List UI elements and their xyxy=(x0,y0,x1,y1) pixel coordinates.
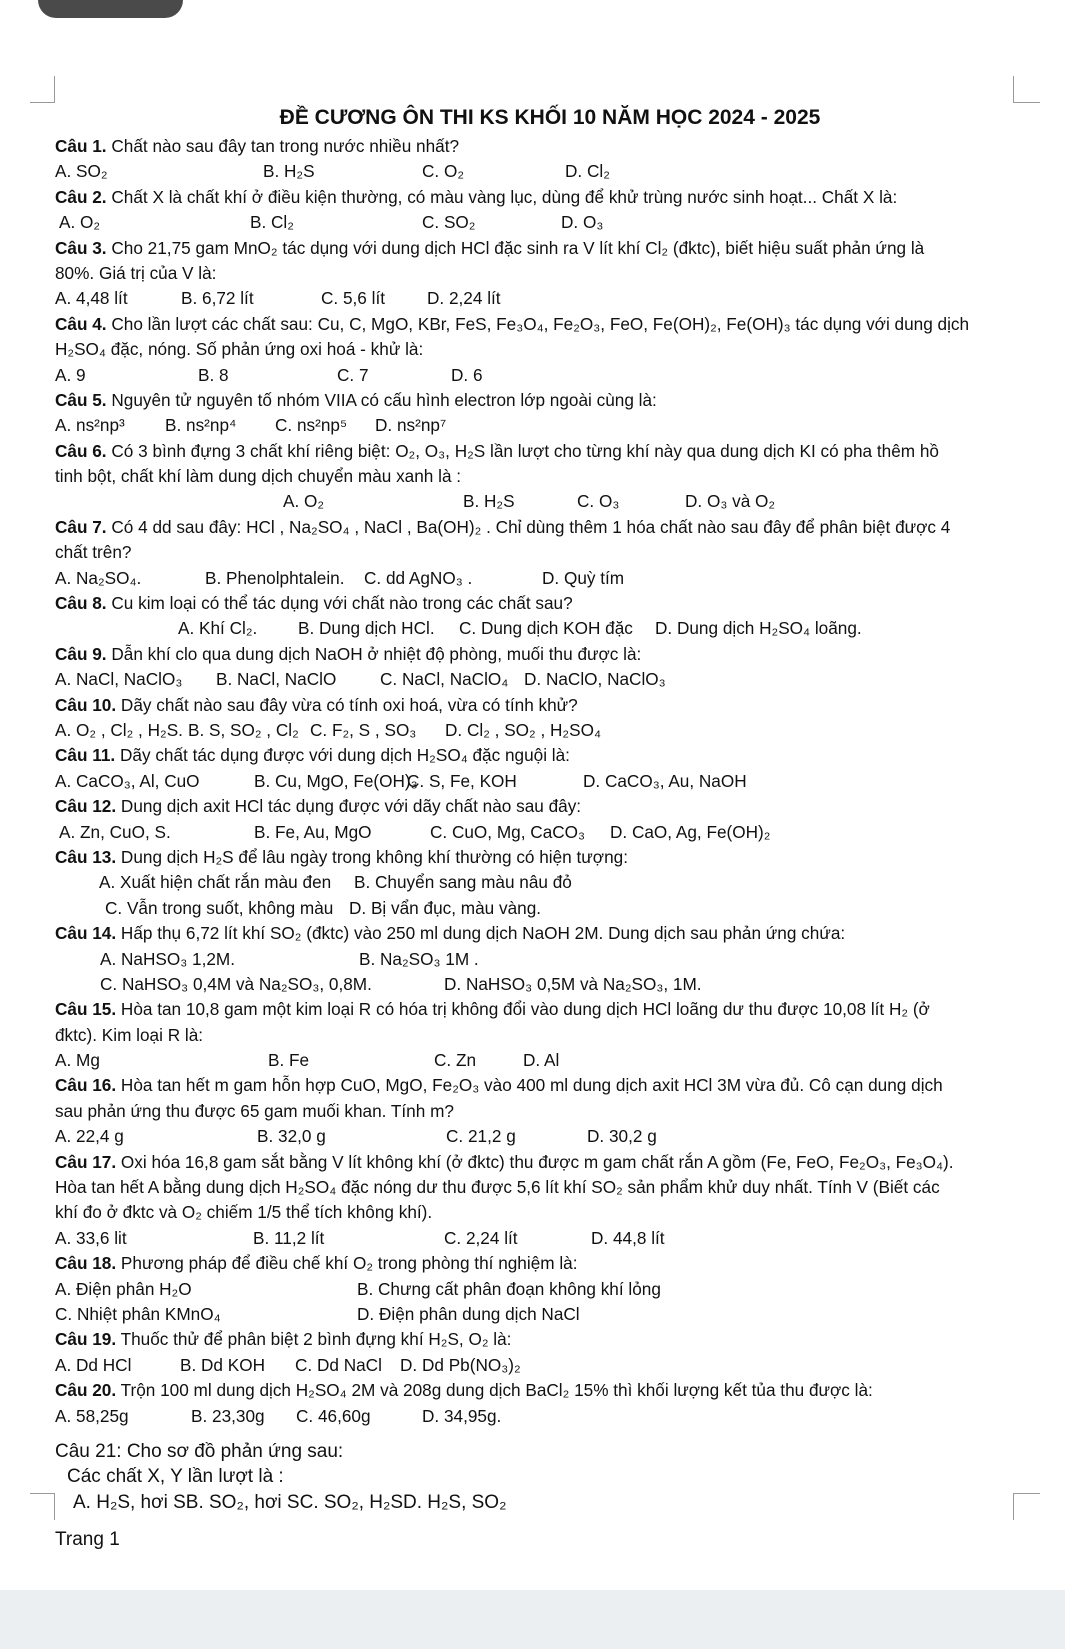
option-d: D. H₂S, SO₂ xyxy=(403,1491,507,1513)
question-21-cont: Các chất X, Y lần lượt là : xyxy=(67,1466,284,1488)
question-7-cont: chất trên? xyxy=(55,542,132,563)
option-c: C. 7 xyxy=(337,364,369,385)
options-13a xyxy=(55,870,1017,895)
option-a: A. 4,48 lít xyxy=(55,288,128,309)
option-c: C. Dd NaCl xyxy=(295,1354,382,1375)
question-label: Câu 6. xyxy=(55,440,107,461)
question-text: Cu kim loại có thể tác dụng với chất nào trong các chất sau? xyxy=(106,593,573,614)
option-b: B. Na₂SO₃ 1M . xyxy=(359,948,479,969)
question-label: Câu 7. xyxy=(55,516,107,537)
option-c: C. SO₂ xyxy=(422,212,476,233)
option-d: D. Dd Pb(NO₃)₂ xyxy=(400,1354,521,1375)
option-d: D. 6 xyxy=(451,364,483,385)
option-b: B. ns²np⁴ xyxy=(165,415,237,436)
options-17 xyxy=(55,1226,1017,1251)
question-label: Câu 4. xyxy=(55,313,107,334)
question-6 xyxy=(55,439,1017,464)
options-4 xyxy=(55,363,1017,388)
option-b: B. Dung dịch HCl. xyxy=(298,618,435,639)
options-14b xyxy=(55,972,1017,997)
option-a: A. ns²np³ xyxy=(55,415,125,436)
option-a: A. H₂S, hơi S xyxy=(73,1491,186,1513)
option-b: B. Dd KOH xyxy=(180,1354,266,1375)
question-text: Cho lần lượt các chất sau: Cu, C, MgO, KBr, FeS, Fe₃O₄, Fe₂O₃, FeO, Fe(OH)₂, Fe(OH)₃ tác dụng với dung dịch xyxy=(106,313,970,334)
question-10 xyxy=(55,693,1017,718)
question-17-cont2: khí đo ở đktc và O₂ chiếm 1/5 thể tích không khí). xyxy=(55,1202,433,1223)
question-label: Câu 20. xyxy=(55,1380,117,1401)
option-c: C. CuO, Mg, CaCO₃ xyxy=(430,821,586,842)
question-label: Câu 14. xyxy=(55,923,117,944)
options-9 xyxy=(55,667,1017,692)
options-3 xyxy=(55,286,1017,311)
options-14a xyxy=(55,947,1017,972)
option-d: D. NaHSO₃ 0,5M và Na₂SO₃, 1M. xyxy=(444,973,702,994)
option-d: D. 30,2 g xyxy=(587,1126,657,1147)
question-4 xyxy=(55,312,1017,337)
options-11 xyxy=(55,769,1017,794)
question-text: Cho 21,75 gam MnO₂ tác dụng với dung dịch HCl đặc sinh ra V lít khí Cl₂ (đktc), biết hiệu suất phản ứng là xyxy=(106,237,925,258)
option-b: B. 32,0 g xyxy=(257,1126,326,1147)
question-label: Câu 11. xyxy=(55,745,116,766)
option-a: A. Khí Cl₂. xyxy=(178,618,258,639)
question-text: Dung dịch axit HCl tác dụng được với dãy chất nào sau đây: xyxy=(116,796,582,817)
question-16-cont: sau phản ứng thu được 65 gam muối khan. Tính m? xyxy=(55,1100,454,1121)
option-c: C. O₂ xyxy=(422,161,465,182)
crop-mark-top-right xyxy=(1013,76,1040,103)
question-label: Câu 13. xyxy=(55,846,117,867)
question-19 xyxy=(55,1327,1017,1352)
page-number: Trang 1 xyxy=(55,1529,120,1551)
option-a: A. Mg xyxy=(55,1050,100,1071)
option-c: C. NaCl, NaClO₄ xyxy=(380,669,509,690)
option-d: D. CaO, Ag, Fe(OH)₂ xyxy=(610,821,771,842)
options-6 xyxy=(55,489,1017,514)
question-text: Dãy chất nào sau đây vừa có tính oxi hoá, vừa có tính khử? xyxy=(116,694,578,715)
question-17-cont1: Hòa tan hết A bằng dung dịch H₂SO₄ đặc nóng dư thu được 5,6 lít khí SO₂ sản phẩm khử duy nhất. Tính V (Biết các xyxy=(55,1177,940,1198)
option-d: D. O₃ xyxy=(561,212,604,233)
question-text: Hòa tan hết m gam hỗn hợp CuO, MgO, Fe₂O₃ vào 400 ml dung dịch axit HCl 3M vừa đủ. Cô cạn dung dịch xyxy=(116,1075,943,1096)
options-13b xyxy=(55,896,1017,921)
question-7 xyxy=(55,515,1017,540)
option-d: D. 2,24 lít xyxy=(427,288,501,309)
option-b: B. 8 xyxy=(198,364,229,385)
option-b: B. SO₂, hơi S xyxy=(185,1491,300,1513)
options-16 xyxy=(55,1124,1017,1149)
top-tab-shape xyxy=(38,0,183,18)
question-label: Câu 1. xyxy=(55,136,107,156)
option-b: B. Cu, MgO, Fe(OH)₃ xyxy=(254,770,418,791)
options-1 xyxy=(55,159,1017,184)
question-12 xyxy=(55,794,1017,819)
question-5 xyxy=(55,388,1017,413)
option-a: A. Zn, CuO, S. xyxy=(59,821,171,842)
question-14 xyxy=(55,921,1017,946)
option-d: D. 44,8 lít xyxy=(591,1227,665,1248)
option-a: A. Điện phân H₂O xyxy=(55,1278,192,1299)
option-d: D. Bị vẩn đục, màu vàng. xyxy=(349,897,542,918)
option-b: B. NaCl, NaClO xyxy=(216,669,337,690)
option-b: B. Fe xyxy=(268,1050,310,1071)
options-2 xyxy=(55,210,1017,235)
option-c: C. 5,6 lít xyxy=(321,288,385,309)
question-text: Phương pháp để điều chế khí O₂ trong phòng thí nghiệm là: xyxy=(116,1253,578,1274)
option-d: D. Dung dịch H₂SO₄ loãng. xyxy=(655,618,862,639)
options-20 xyxy=(55,1404,1017,1429)
question-13 xyxy=(55,845,1017,870)
option-b: B. Chuyển sang màu nâu đỏ xyxy=(354,872,572,893)
question-text: Chất X là chất khí ở điều kiện thường, có màu vàng lục, dùng để khử trùng nước sinh hoạt... Chất X là: xyxy=(106,186,898,207)
crop-mark-top-left xyxy=(30,76,55,103)
option-c: C. F₂, S , SO₃ xyxy=(310,719,417,740)
question-17 xyxy=(55,1150,1017,1175)
options-19 xyxy=(55,1353,1017,1378)
option-b: B. Chưng cất phân đoạn không khí lỏng xyxy=(357,1278,661,1299)
document-title: ĐỀ CƯƠNG ÔN THI KS KHỐI 10 NĂM HỌC 2024 - 2025 xyxy=(279,106,821,129)
option-a: A. Dd HCl xyxy=(55,1354,132,1375)
option-c: C. O₃ xyxy=(577,491,620,512)
question-label: Câu 17. xyxy=(55,1151,117,1172)
question-4-cont: H₂SO₄ đặc, nóng. Số phản ứng oxi hoá - khử là: xyxy=(55,339,424,360)
question-label: Câu 2. xyxy=(55,186,107,207)
option-a: A. 58,25g xyxy=(55,1405,129,1426)
spacer xyxy=(55,1429,1017,1439)
option-b: B. 6,72 lít xyxy=(181,288,254,309)
option-a: A. CaCO₃, Al, CuO xyxy=(55,770,200,791)
question-16 xyxy=(55,1073,1017,1098)
question-text: Hòa tan 10,8 gam một kim loại R có hóa trị không đổi vào dung dịch HCl loãng dư thu được 10,08 lít H₂ (ở xyxy=(116,999,930,1020)
option-d: D. Quỳ tím xyxy=(542,567,625,588)
question-text: Dãy chất tác dụng được với dung dịch H₂SO₄ đặc nguội là: xyxy=(115,745,570,766)
question-6-cont: tinh bột, chất khí làm dung dịch chuyển màu xanh là : xyxy=(55,466,462,487)
option-b: B. Phenolphtalein. xyxy=(205,567,345,588)
question-label: Câu 5. xyxy=(55,389,107,410)
question-3 xyxy=(55,236,1017,261)
option-a: A. 33,6 lit xyxy=(55,1227,127,1248)
question-label: Câu 3. xyxy=(55,237,107,258)
options-8 xyxy=(55,616,1017,641)
option-b: B. H₂S xyxy=(263,161,315,182)
option-d: D. Điện phân dung dịch NaCl xyxy=(357,1303,580,1324)
crop-mark-bottom-left xyxy=(30,1493,55,1520)
option-b: B. Cl₂ xyxy=(250,212,294,233)
question-11 xyxy=(55,743,1017,768)
option-d: D. CaCO₃, Au, NaOH xyxy=(583,770,747,791)
option-d: D. ns²np⁷ xyxy=(375,415,447,436)
option-c: C. dd AgNO₃ . xyxy=(364,567,473,588)
options-10 xyxy=(55,718,1017,743)
question-text: Có 4 dd sau đây: HCl , Na₂SO₄ , NaCl , Ba(OH)₂ . Chỉ dùng thêm 1 hóa chất nào sau đây để phân biệt được 4 xyxy=(106,516,951,537)
option-c: C. Vẫn trong suốt, không màu xyxy=(105,897,334,918)
question-label: Câu 9. xyxy=(55,643,107,664)
option-a: A. SO₂ xyxy=(55,161,108,182)
question-text: Dung dịch H₂S để lâu ngày trong không khí thường có hiện tượng: xyxy=(116,846,628,867)
option-d: D. NaClO, NaClO₃ xyxy=(524,669,666,690)
question-label: Câu 12. xyxy=(55,796,117,817)
option-c: C. 2,24 lít xyxy=(444,1227,518,1248)
question-text: Nguyên tử nguyên tố nhóm VIIA có cấu hình electron lớp ngoài cùng là: xyxy=(106,389,657,410)
option-a: A. NaCl, NaClO₃ xyxy=(55,669,183,690)
option-b: B. 23,30g xyxy=(191,1405,265,1426)
option-a: A. Xuất hiện chất rắn màu đen xyxy=(99,872,332,893)
option-c: C. NaHSO₃ 0,4M và Na₂SO₃, 0,8M. xyxy=(100,973,372,994)
question-2 xyxy=(55,185,1017,210)
question-9 xyxy=(55,642,1017,667)
option-b: B. S, SO₂ , Cl₂ xyxy=(188,719,299,740)
option-a: A. 9 xyxy=(55,364,86,385)
question-label: Câu 8. xyxy=(55,593,107,614)
option-a: A. O₂ , Cl₂ , H₂S. xyxy=(55,719,183,740)
option-a: A. O₂ xyxy=(283,491,325,512)
option-d: D. Al xyxy=(523,1050,560,1071)
option-c: C. 46,60g xyxy=(296,1405,371,1426)
question-label: Câu 18. xyxy=(55,1253,117,1274)
document-page xyxy=(55,102,1017,1553)
question-text: Dẫn khí clo qua dung dịch NaOH ở nhiệt độ phòng, muối thu được là: xyxy=(106,643,642,664)
options-5 xyxy=(55,413,1017,438)
option-c: C. S, Fe, KOH xyxy=(407,770,517,791)
question-18 xyxy=(55,1251,1017,1276)
question-3-cont: 80%. Giá trị của V là: xyxy=(55,262,217,283)
options-12 xyxy=(55,820,1017,845)
question-text: Hấp thụ 6,72 lít khí SO₂ (đktc) vào 250 ml dung dịch NaOH 2M. Dung dịch sau phản ứng chứa: xyxy=(116,923,846,944)
option-d: D. O₃ và O₂ xyxy=(685,491,776,512)
option-c: C. Dung dịch KOH đặc xyxy=(459,618,633,639)
option-c: C. Zn xyxy=(434,1050,477,1071)
bottom-band xyxy=(0,1590,1065,1649)
option-c: C. SO₂, H₂S xyxy=(299,1491,404,1513)
question-label: Câu 21: xyxy=(55,1440,122,1462)
option-d: D. 34,95g. xyxy=(422,1405,502,1426)
option-d: D. Cl₂ xyxy=(565,161,610,182)
options-18b xyxy=(55,1302,1017,1327)
options-21 xyxy=(55,1490,1017,1515)
question-text: Cho sơ đồ phản ứng sau: xyxy=(121,1440,344,1462)
option-b: B. 11,2 lít xyxy=(253,1227,325,1248)
question-label: Câu 19. xyxy=(55,1329,117,1350)
crop-mark-bottom-right xyxy=(1013,1493,1040,1520)
question-15-cont: đktc). Kim loại R là: xyxy=(55,1024,204,1045)
options-18a xyxy=(55,1277,1017,1302)
option-c: C. 21,2 g xyxy=(446,1126,516,1147)
option-a: A. 22,4 g xyxy=(55,1126,124,1147)
question-label: Câu 15. xyxy=(55,999,117,1020)
option-a: A. O₂ xyxy=(59,212,101,233)
question-text: Trộn 100 ml dung dịch H₂SO₄ 2M và 208g dung dịch BaCl₂ 15% thì khối lượng kết tủa thu được là: xyxy=(116,1380,873,1401)
question-text: Chất nào sau đây tan trong nước nhiều nhất? xyxy=(106,136,460,156)
question-text: Thuốc thử để phân biệt 2 bình đựng khí H₂S, O₂ là: xyxy=(116,1329,512,1350)
options-7 xyxy=(55,566,1017,591)
option-a: A. NaHSO₃ 1,2M. xyxy=(100,948,235,969)
question-label: Câu 10. xyxy=(55,694,117,715)
question-21 xyxy=(55,1439,1017,1464)
option-c: C. Nhiệt phân KMnO₄ xyxy=(55,1303,221,1324)
question-1 xyxy=(55,134,1017,159)
question-text: Oxi hóa 16,8 gam sắt bằng V lít không khí (ở đktc) thu được m gam chất rắn A gồm (Fe, FeO, Fe₂O₃, Fe₃O₄). xyxy=(116,1151,954,1172)
options-15 xyxy=(55,1048,1017,1073)
option-d: D. Cl₂ , SO₂ , H₂SO₄ xyxy=(445,719,601,740)
question-text: Có 3 bình đựng 3 chất khí riêng biệt: O₂, O₃, H₂S lần lượt cho từng khí này qua dung dịch KI có pha thêm hồ xyxy=(106,440,939,461)
option-b: B. Fe, Au, MgO xyxy=(254,821,372,842)
question-15 xyxy=(55,997,1017,1022)
option-c: C. ns²np⁵ xyxy=(275,415,348,436)
question-20 xyxy=(55,1378,1017,1403)
question-label: Câu 16. xyxy=(55,1075,117,1096)
option-b: B. H₂S xyxy=(463,491,515,512)
question-8 xyxy=(55,591,1017,616)
option-a: A. Na₂SO₄. xyxy=(55,567,142,588)
